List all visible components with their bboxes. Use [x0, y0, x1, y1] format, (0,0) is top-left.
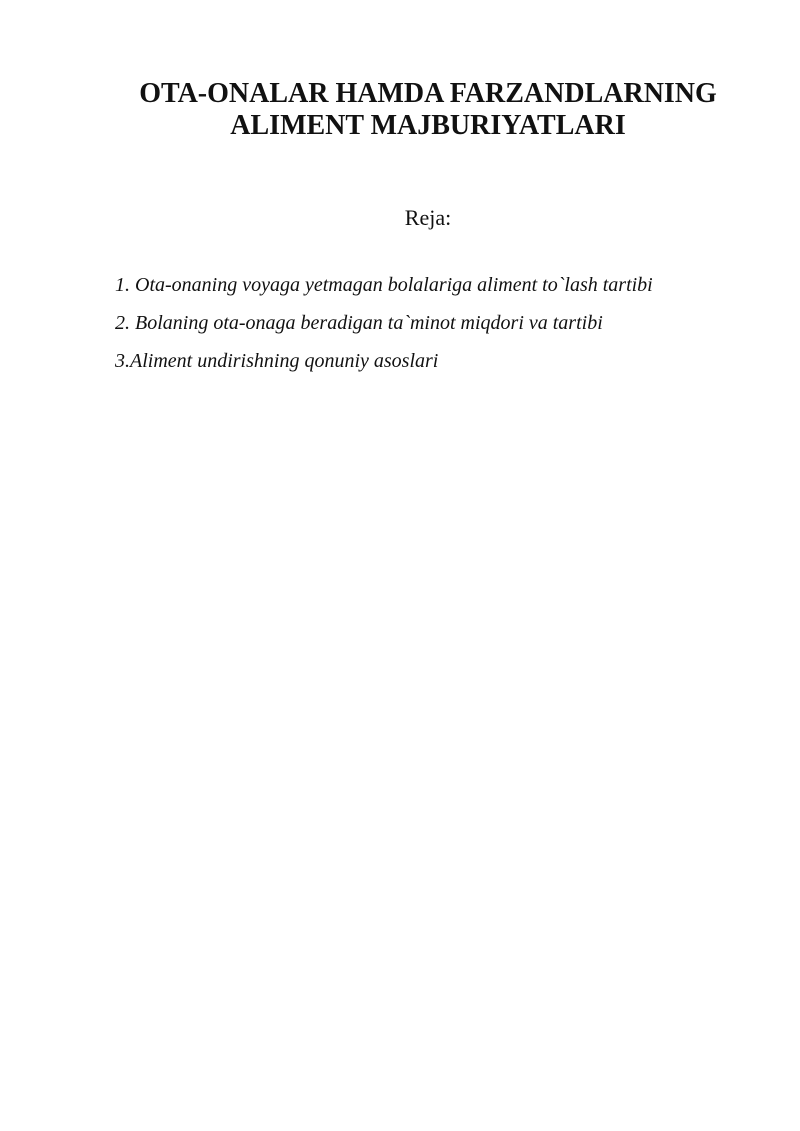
plan-heading: Reja:: [404, 205, 452, 230]
plan-item: 1. Ota-onaning voyaga yetmagan bolalariga aliment to`lash tartibi: [115, 274, 653, 296]
document-title: [100, 78, 756, 142]
plan-item: 2. Bolaning ota-onaga beradigan ta`minot miqdori va tartibi: [115, 312, 603, 334]
document-title-line-2: ALIMENT MAJBURIYATLARI: [230, 110, 626, 141]
plan-list: [115, 271, 653, 385]
document-title-line-1: OTA-ONALAR HAMDA FARZANDLARNING: [139, 78, 717, 109]
plan-item: 3.Aliment undirishning qonuniy asoslari: [115, 350, 439, 372]
